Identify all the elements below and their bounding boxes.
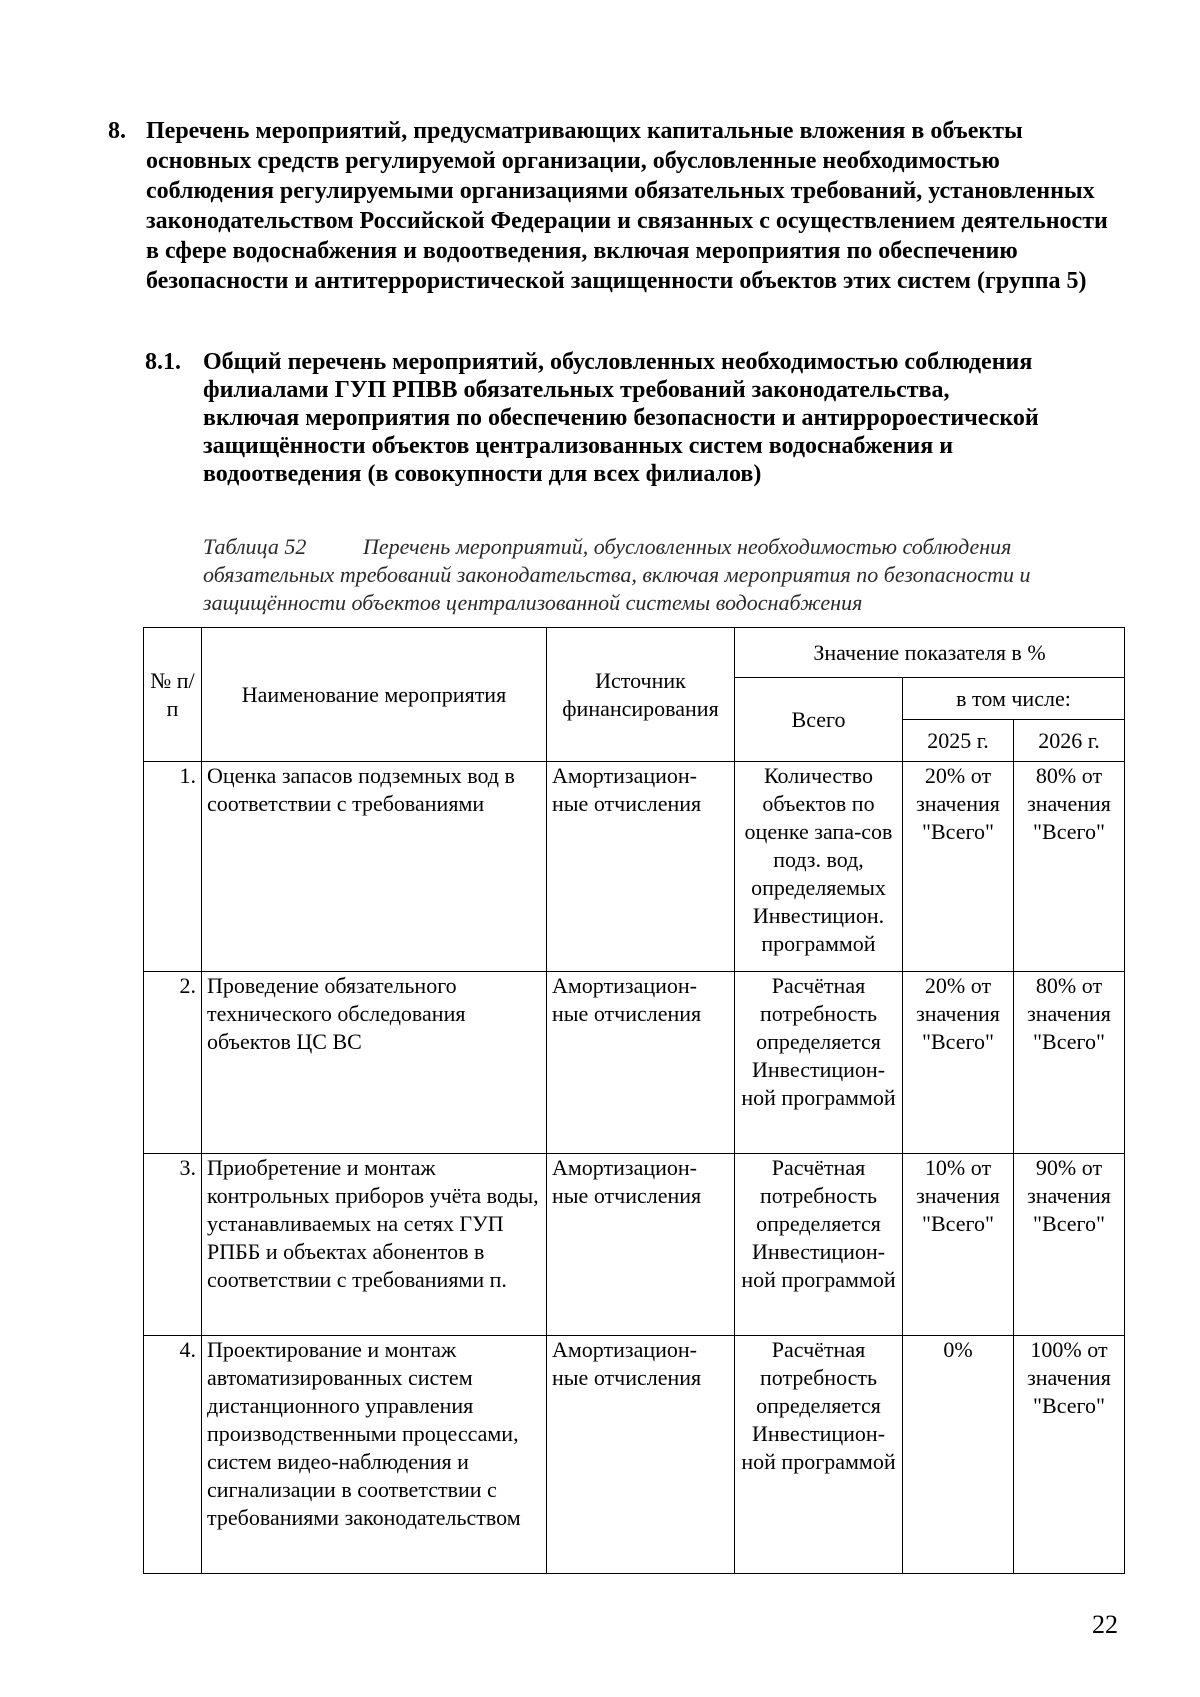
table-row <box>144 1154 1125 1336</box>
header-including: в том числе: <box>903 678 1125 720</box>
row-total: Расчётная потребность определяется Инвестицион-ной программой <box>735 972 903 1154</box>
row-number: 2. <box>144 972 202 1154</box>
row-measure-name: Проведение обязательного технического обследования объектов ЦС ВС <box>202 972 547 1154</box>
section-number: 8. <box>108 118 126 144</box>
header-total: Всего <box>735 678 903 762</box>
row-measure-name: Оценка запасов подземных вод в соответствии с требованиями <box>202 762 547 972</box>
row-measure-name: Приобретение и монтаж контрольных приборов учёта воды, устанавливаемых на сетях ГУП РПББ и объектах абонентов в соответствии с требованиями п. <box>202 1154 547 1336</box>
row-2026: 90% от значения "Всего" <box>1014 1154 1125 1336</box>
row-number: 4. <box>144 1336 202 1574</box>
table-caption-label: Таблица 52 <box>203 534 307 559</box>
row-total: Расчётная потребность определяется Инвестицион-ной программой <box>735 1154 903 1336</box>
row-2026: 80% от значения "Всего" <box>1014 972 1125 1154</box>
page-number: 22 <box>1092 1610 1118 1639</box>
row-total: Расчётная потребность определяется Инвестицион-ной программой <box>735 1336 903 1574</box>
subsection-title: Общий перечень мероприятий, обусловленных необходимостью соблюдения филиалами ГУП РПВВ обязательных требований законодательства, включая мероприятия по обеспечению безопасности и антирророестической защищённости объектов централизованных систем водоснабжения и водоотведения (в совокупности для всех филиалов) <box>203 349 1039 487</box>
measures-table <box>143 627 1125 1574</box>
header-name: Наименование мероприятия <box>202 628 547 762</box>
row-funding-source: Амортизацион-ные отчисления <box>547 1154 735 1336</box>
row-number: 1. <box>144 762 202 972</box>
subsection-heading <box>145 348 1045 488</box>
row-total: Количество объектов по оценке запа-сов подз. вод, определяемых Инвестицион. программой <box>735 762 903 972</box>
row-funding-source: Амортизацион-ные отчисления <box>547 762 735 972</box>
row-2025: 20% от значения "Всего" <box>903 762 1014 972</box>
table-row <box>144 972 1125 1154</box>
subsection-number: 8.1. <box>145 349 181 375</box>
table-caption-text: Перечень мероприятий, обусловленных необходимостью соблюдения обязательных требований законодательства, включая мероприятия по безопасности и защищённости объектов централизованной системы водоснабжения <box>203 534 1031 615</box>
section-title: Перечень мероприятий, предусматривающих капитальные вложения в объекты основных средств регулируемой организации, обусловленные необходимостью соблюдения регулируемыми организациями обязательных требований, установленных законодательством Российской Федерации и связанных с осуществлением деятельности в сфере водоснабжения и водоотведения, включая мероприятия по обеспечению безопасности и антитеррористической защищенности объектов этих систем (группа 5) <box>146 118 1108 294</box>
row-measure-name: Проектирование и монтаж автоматизированных систем дистанционного управления производственными процессами, систем видео-наблюдения и сигнализации в соответствии с требованиями законодательством <box>202 1336 547 1574</box>
header-2025: 2025 г. <box>903 720 1014 762</box>
header-2026: 2026 г. <box>1014 720 1125 762</box>
table-row <box>144 1336 1125 1574</box>
row-2025: 20% от значения "Всего" <box>903 972 1014 1154</box>
table-caption <box>203 533 1123 617</box>
row-funding-source: Амортизацион-ные отчисления <box>547 1336 735 1574</box>
row-2026: 100% от значения "Всего" <box>1014 1336 1125 1574</box>
header-source: Источник финансирования <box>547 628 735 762</box>
row-2025: 0% <box>903 1336 1014 1574</box>
table-row <box>144 762 1125 972</box>
section-heading <box>108 116 1118 296</box>
row-number: 3. <box>144 1154 202 1336</box>
row-funding-source: Амортизацион-ные отчисления <box>547 972 735 1154</box>
row-2025: 10% от значения "Всего" <box>903 1154 1014 1336</box>
header-num: № п/п <box>144 628 202 762</box>
header-value-group: Значение показателя в % <box>735 628 1125 678</box>
row-2026: 80% от значения "Всего" <box>1014 762 1125 972</box>
